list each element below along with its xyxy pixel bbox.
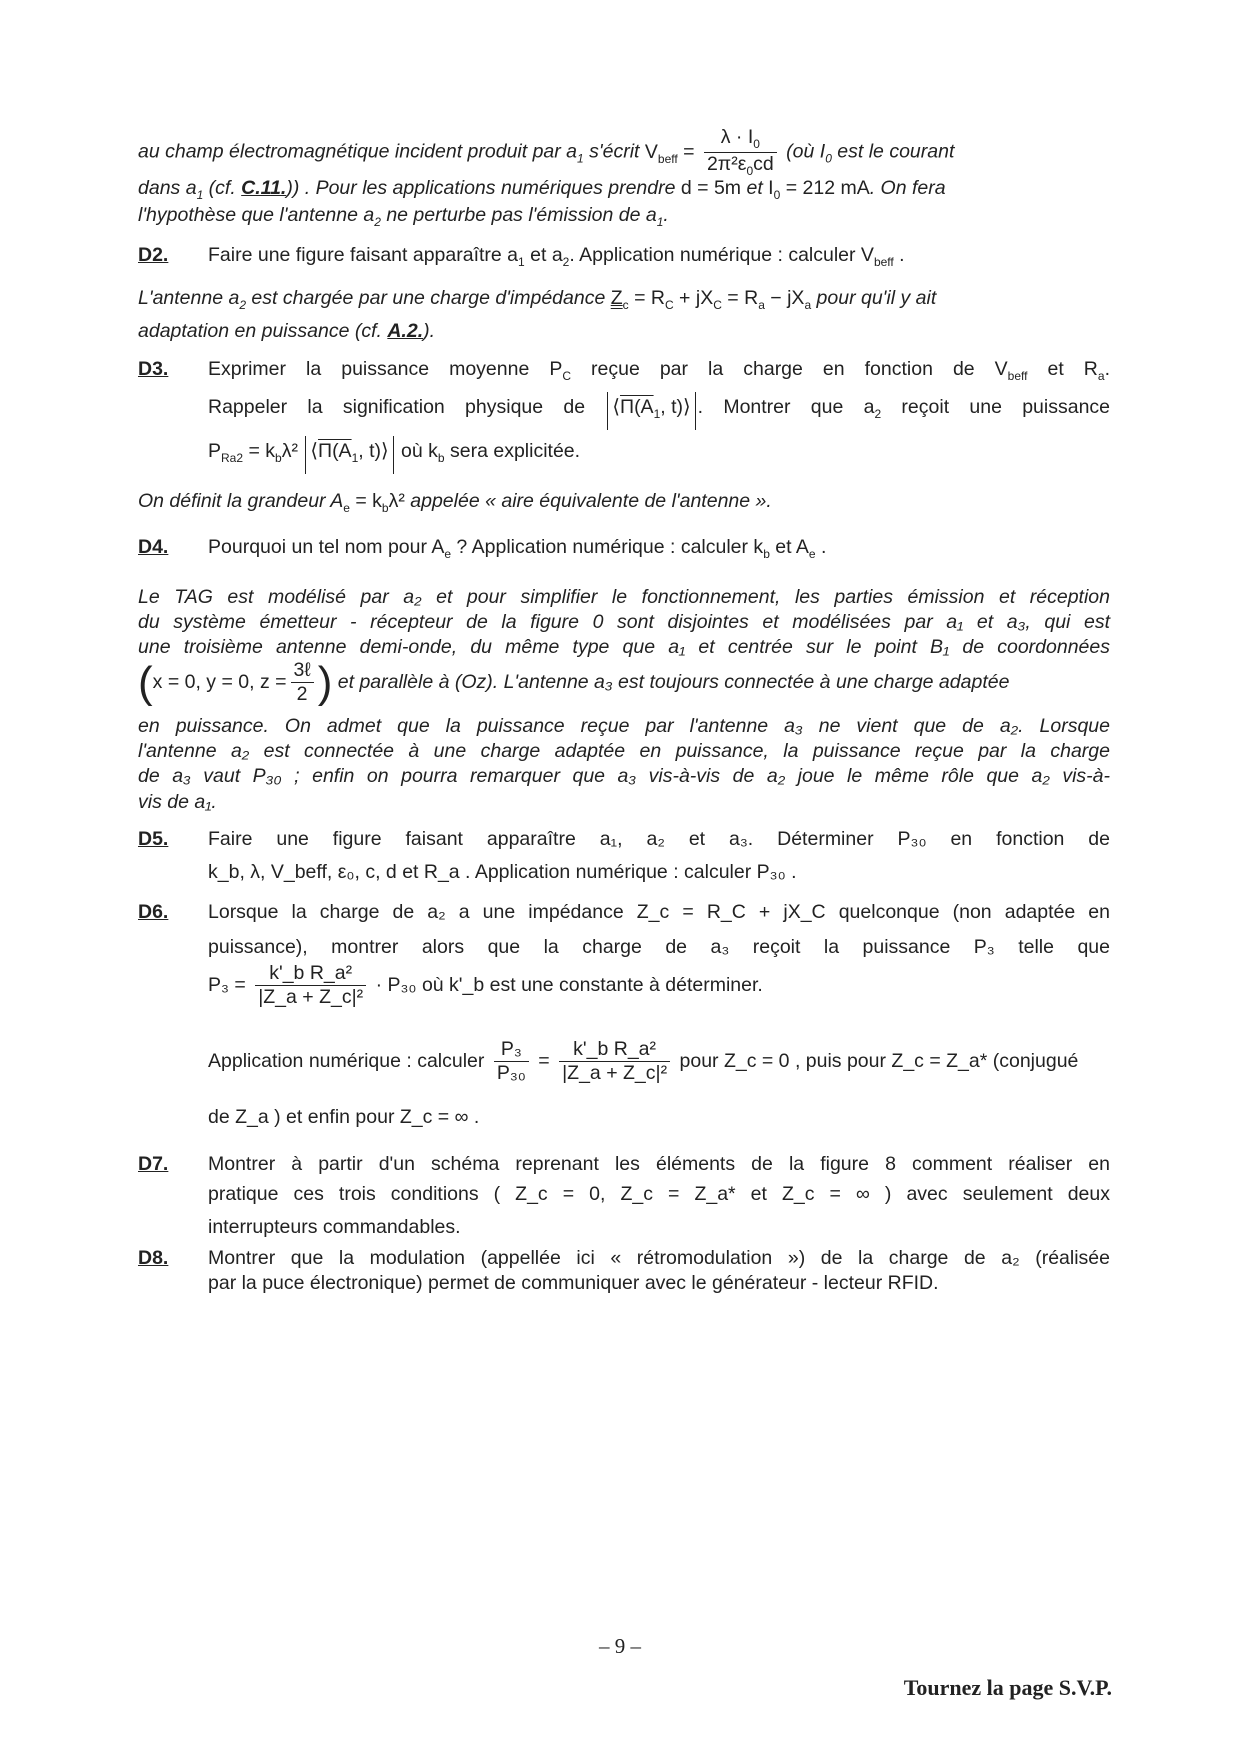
tag-line-2: du système émetteur - récepteur de la figure 0 sont disjointes et modélisées par a₁ et a₃, qui est — [138, 611, 1110, 633]
intro-line-2: dans $a_1$ (cf. C.11.)) . Pour les applications numériques prendre d = 5m et $I_0 = 212$ mA. On fera — [138, 177, 946, 202]
ratio-fraction: $\frac{\text{P₃}}{\text{P₃₀}}$ — [494, 1039, 529, 1085]
charge-line-1: L'antenne $a_2$ est chargée par une charge d'impédance $Z_c = R_C + jX_C = R_a - jX_a$ pour qu'il y ait — [138, 287, 937, 312]
question-d8: D8. Montrer que la modulation (appellée ici « rétromodulation ») de la charge de a₂ (réalisée par la puce électronique) permet de communiquer avec le générateur - lecteur RFID. — [138, 1243, 1110, 1307]
tag-line-6: l'antenne a₂ est connectée à une charge adaptée en puissance, la puissance reçue par la charge — [138, 740, 1110, 762]
tag-line-1: Le TAG est modélisé par a₂ et pour simplifier le fonctionnement, les parties émission et réception — [138, 586, 1110, 608]
vbeff-fraction: $\frac{\lambda \cdot I_0}{2\pi^2\varepsilon_0cd}$ — [704, 127, 777, 178]
tag-line-5: en puissance. On admet que la puissance reçue par l'antenne a₃ ne vient que de a₂. Lorsque — [138, 715, 1110, 737]
question-label: D4. — [138, 536, 169, 558]
question-d2: D2. Faire une figure faisant apparaître $a_1$ et $a_2$. Application numérique : calculer $V_{beff}$ . — [138, 240, 1110, 272]
question-d3: D3. Exprimer la puissance moyenne $P_C$ reçue par la charge en fonction de $V_{beff}$ et $R_a$. Rappeler la signification physique de $⟨\Pi(A_1$, t)⟩ . Montrer que $a_2$ reçoit une puissance $P_{Ra2} = k_b\lambda^2$ $⟨\Pi(A_1$, t)⟩ où $k_b$ sera explicitée. — [138, 354, 1110, 464]
tag-line-4: (x = 0, y = 0, z = $\frac{\text{3ℓ}}{2}$ ) et parallèle à (Oz). L'antenne a₃ est toujours connectée à une charge adaptée — [138, 657, 1010, 707]
question-label: D5. — [138, 828, 169, 850]
question-label: D6. — [138, 901, 169, 923]
ratio-fraction-2: $\frac{\text{k'\_b R\_a²}}{\text{|Z\_a + Z\_c|²}}$ — [559, 1039, 670, 1085]
tag-line-7: de a₃ vaut P₃₀ ; enfin on pourra remarquer que a₃ vis-à-vis de a₂ joue le même rôle que a₂ vis-à- — [138, 765, 1110, 787]
tag-line-8: vis de a₁. — [138, 791, 217, 813]
question-d4: D4. Pourquoi un tel nom pour $A_e$ ? Application numérique : calculer $k_b$ et $A_e$ . — [138, 532, 1110, 564]
question-d6: D6. Lorsque la charge de a₂ a une impédance Z_c = R_C + jX_C quelconque (non adaptée en puissance), montrer alors que la charge de a₃ reçoit la puissance P₃ telle que P₃ = $\frac{\text{k'\_b R\_a²}}{\text{|Z\_a + Z\_c|²}}$ · P₃₀ où k'_b est une constante à déterminer. Application numérique : calculer $\frac{\text{P₃}}{\text{P₃₀}}$ = $\frac{\text{k'\_b R\_a²}}{\text{|Z\_a + Z\_c|²}}$ pour Z_c = 0 , puis pour Z_c = Z_a* (conjugué de Z_a ) et enfin pour Z_c = ∞ . — [138, 897, 1110, 1137]
ae-definition: On définit la grandeur $A_e = k_b\lambda^2$ appelée « aire équivalente de l'antenne ». — [138, 490, 772, 515]
turn-page-note: Tournez la page S.V.P. — [903, 1675, 1112, 1700]
charge-line-2: adaptation en puissance (cf. A.2.). — [138, 320, 436, 342]
question-label: D3. — [138, 358, 169, 380]
intro-line-3: l'hypothèse que l'antenne $a_2$ ne perturbe pas l'émission de $a_1$. — [138, 204, 669, 229]
question-label: D8. — [138, 1247, 169, 1269]
coordinate-fraction: $\frac{\text{3ℓ}}{2}$ — [291, 660, 314, 706]
page-number: – 9 – — [599, 1634, 641, 1658]
question-label: D7. — [138, 1153, 169, 1175]
question-d7: D7. Montrer à partir d'un schéma reprenant les éléments de la figure 8 comment réaliser en pratique ces trois conditions ( Z_c = 0, Z_c = Z_a* et Z_c = ∞ ) avec seulement deux interrupteurs commandables. — [138, 1149, 1110, 1249]
tag-line-3: une troisième antenne demi-onde, du même type que a₁ et centrée sur le point B₁ de coordonnées — [138, 636, 1110, 658]
question-label: D2. — [138, 244, 169, 266]
intro-line-1: au champ électromagnétique incident produit par $a_1$ s'écrit $V_{beff}$ = $\frac{\lambda \cdot I_0}{2\pi^2\varepsilon_0cd}$ (où $I_0$ est le courant — [138, 126, 955, 178]
p3-fraction: $\frac{\text{k'\_b R\_a²}}{\text{|Z\_a + Z\_c|²}}$ — [255, 963, 366, 1009]
question-d5: D5. Faire une figure faisant apparaître a₁, a₂ et a₃. Déterminer P₃₀ en fonction de k_b, λ, V_beff, ε₀, c, d et R_a . Application numérique : calculer P₃₀ . — [138, 824, 1110, 888]
